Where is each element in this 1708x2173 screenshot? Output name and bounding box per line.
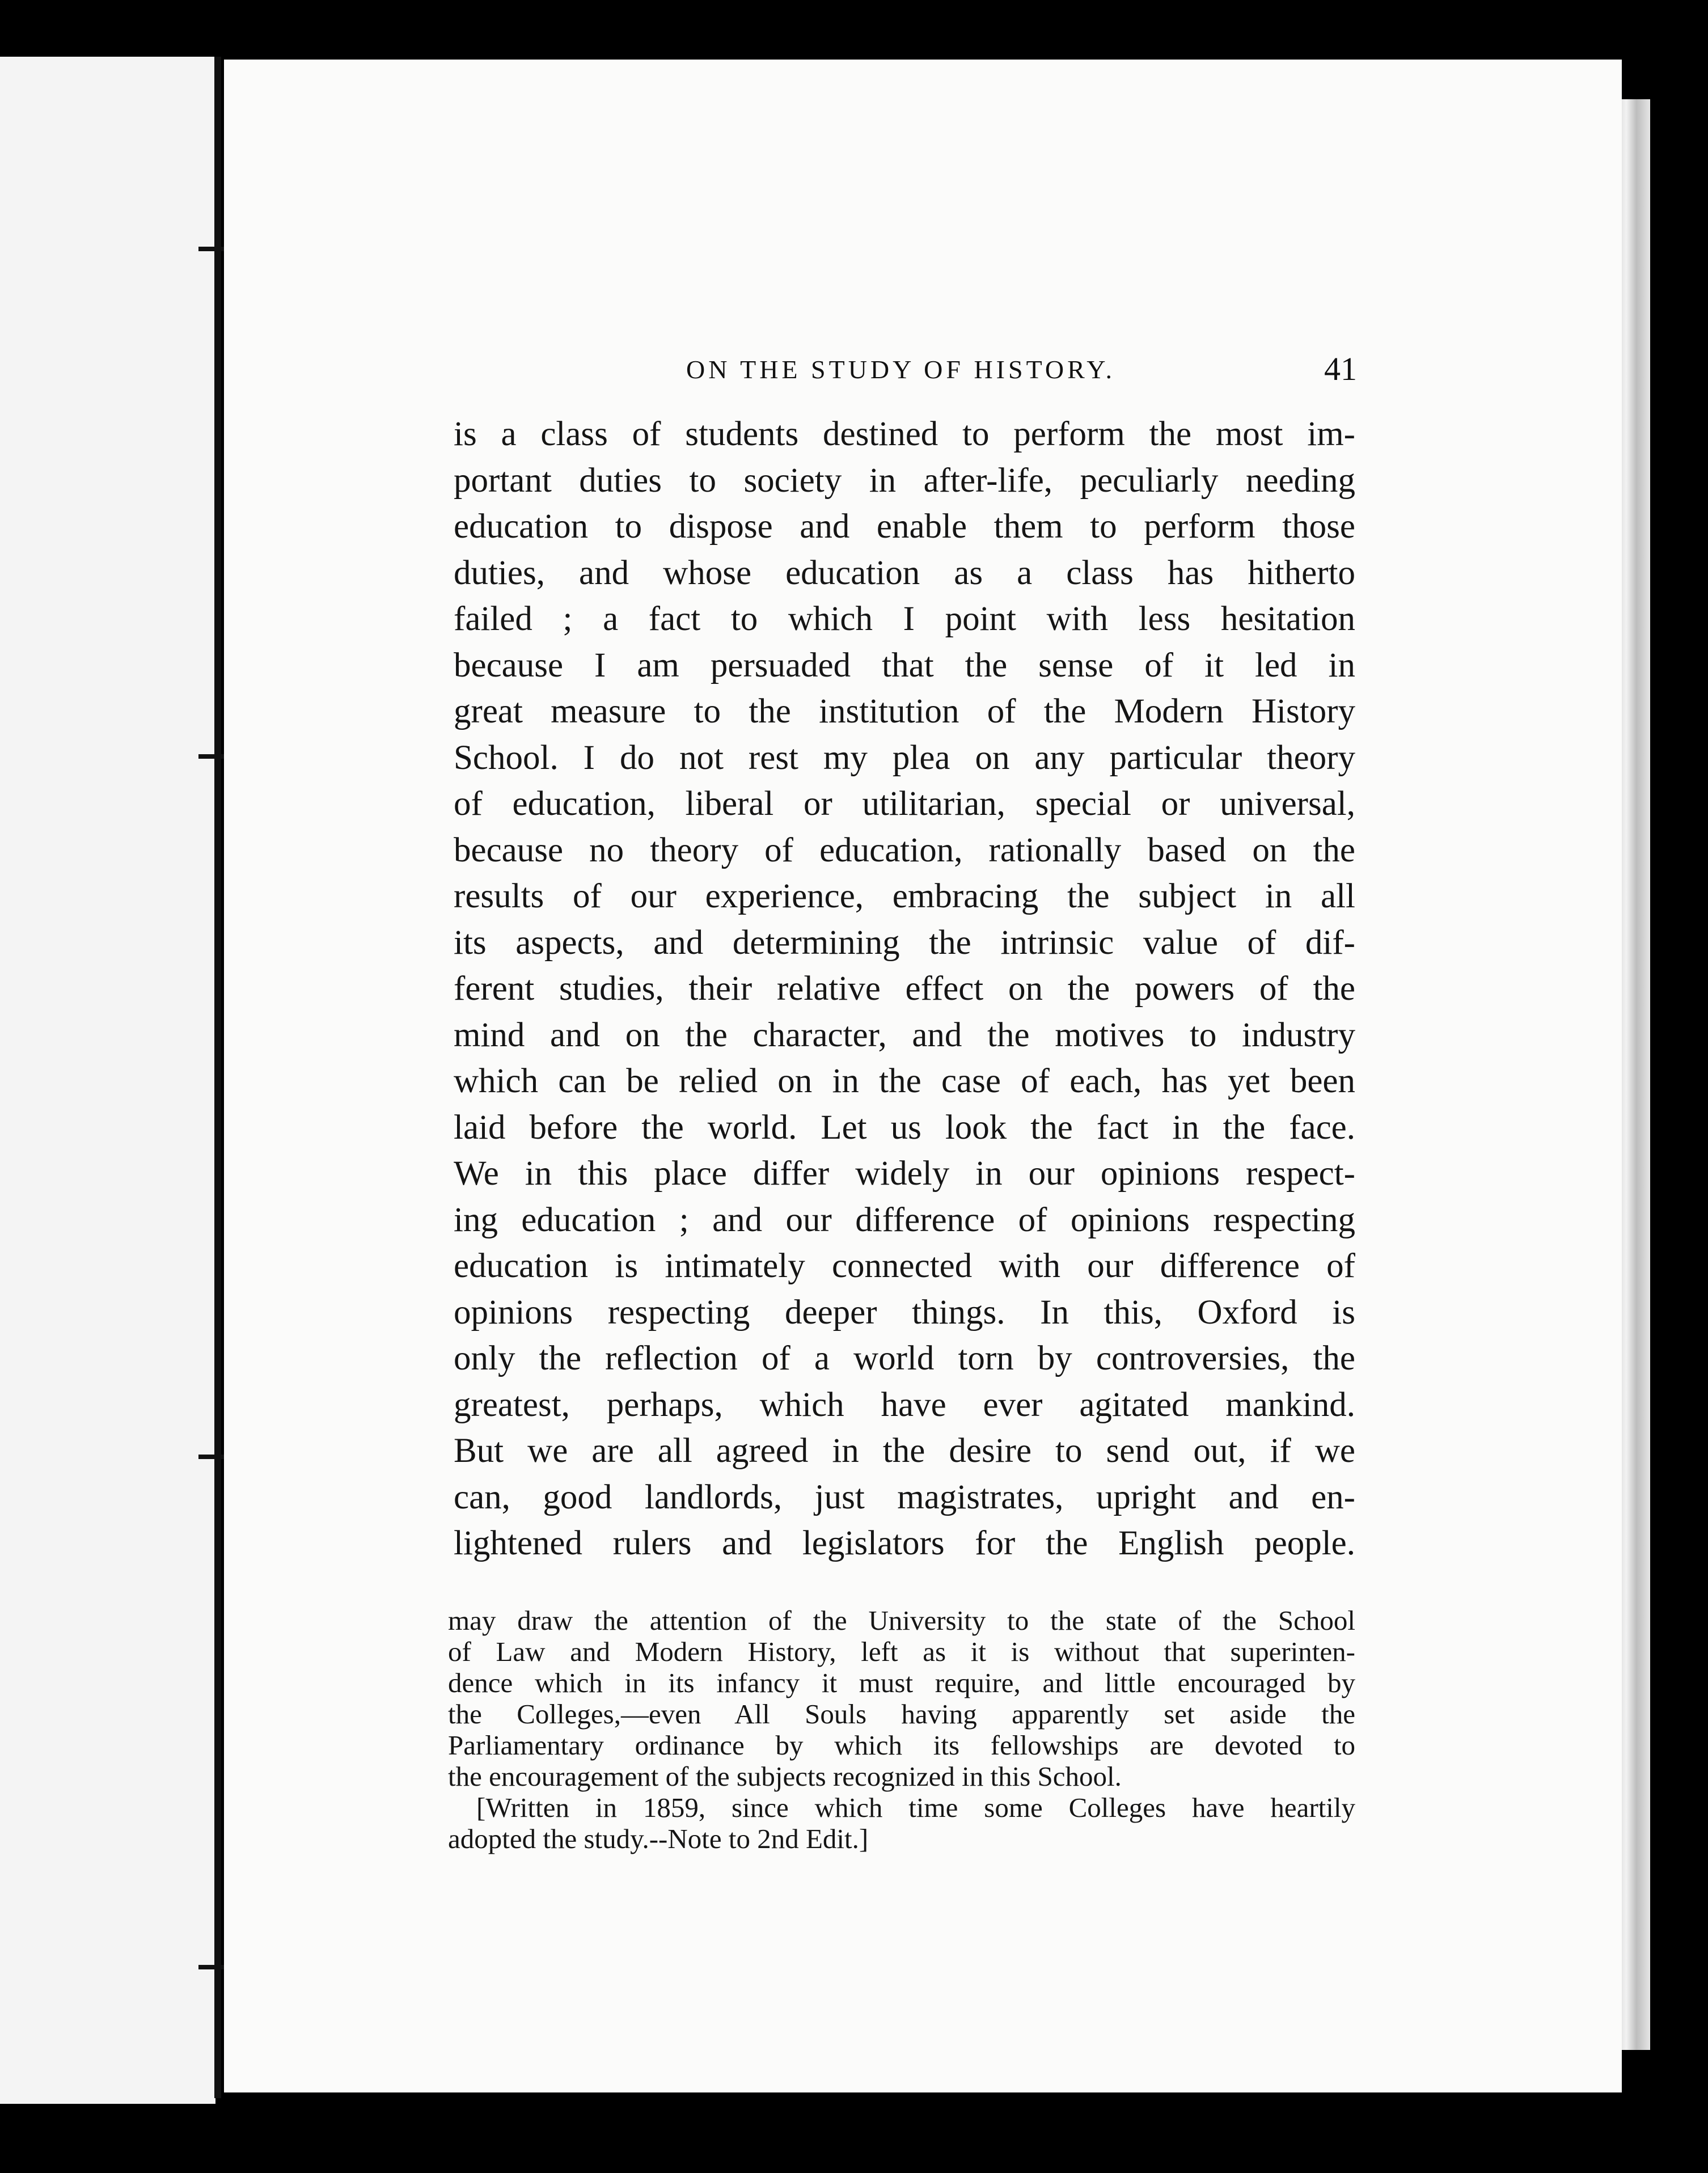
text-line: failed ; a fact to which I point with less hesitation bbox=[454, 600, 1355, 638]
text-line: lightened rulers and legislators for the English people. bbox=[454, 1524, 1355, 1562]
editor-note-line: [Written in 1859, since which time some Colleges have heartily bbox=[476, 1792, 1355, 1823]
text-line: ferent studies, their relative effect on the powers of the bbox=[454, 970, 1355, 1008]
text-line: can, good landlords, just magistrates, upright and en- bbox=[454, 1478, 1355, 1516]
text-line: because I am persuaded that the sense of it led in bbox=[454, 646, 1355, 684]
binding-spine bbox=[214, 57, 221, 2098]
text-line: only the reflection of a world torn by controversies, the bbox=[454, 1339, 1355, 1377]
text-line: greatest, perhaps, which have ever agitated mankind. bbox=[454, 1385, 1355, 1424]
running-title: ON THE STUDY OF HISTORY. bbox=[686, 355, 1116, 384]
page-number: 41 bbox=[1324, 350, 1357, 387]
previous-page-edge bbox=[0, 57, 215, 2104]
text-line: portant duties to society in after-life, peculiarly needing bbox=[454, 461, 1355, 500]
footnote-line: of Law and Modern History, left as it is without that superinten- bbox=[448, 1636, 1355, 1667]
text-line: School. I do not rest my plea on any particular theory bbox=[454, 738, 1355, 777]
footnote bbox=[448, 1605, 1355, 1854]
footnote-line: Parliamentary ordinance by which its fellowships are devoted to bbox=[448, 1730, 1355, 1761]
text-line: because no theory of education, rationally based on the bbox=[454, 831, 1355, 869]
book-page bbox=[224, 60, 1622, 2092]
text-line: We in this place differ widely in our opinions respect- bbox=[454, 1155, 1355, 1193]
editor-note-line: adopted the study.--Note to 2nd Edit.] bbox=[448, 1823, 869, 1854]
footnote-line: the Colleges,—even All Souls having apparently set aside the bbox=[448, 1698, 1355, 1730]
text-line: its aspects, and determining the intrinsic value of dif- bbox=[454, 923, 1355, 962]
text-line: laid before the world. Let us look the fact in the face. bbox=[454, 1108, 1355, 1147]
text-line: great measure to the institution of the Modern History bbox=[454, 692, 1355, 730]
body-text bbox=[454, 411, 1355, 1567]
text-line: is a class of students destined to perform the most im- bbox=[454, 415, 1355, 453]
text-line: education to dispose and enable them to perform those bbox=[454, 508, 1355, 546]
text-line: results of our experience, embracing the subject in all bbox=[454, 877, 1355, 915]
footnote-line: may draw the attention of the University to the state of the School bbox=[448, 1605, 1355, 1636]
text-line: mind and on the character, and the motives to industry bbox=[454, 1016, 1355, 1054]
text-line: duties, and whose education as a class has hitherto bbox=[454, 553, 1355, 592]
footnote-line: the encouragement of the subjects recognized in this School. bbox=[448, 1761, 1122, 1792]
text-line: education is intimately connected with our difference of bbox=[454, 1247, 1355, 1285]
footnote-line: dence which in its infancy it must require, and little encouraged by bbox=[448, 1667, 1355, 1698]
text-line: But we are all agreed in the desire to send out, if we bbox=[454, 1432, 1355, 1470]
text-line: opinions respecting deeper things. In this, Oxford is bbox=[454, 1293, 1355, 1331]
running-head bbox=[224, 350, 1622, 411]
text-line: of education, liberal or utilitarian, special or universal, bbox=[454, 785, 1355, 823]
text-line: ing education ; and our difference of opinions respecting bbox=[454, 1200, 1355, 1239]
text-line: which can be relied on in the case of each, has yet been bbox=[454, 1062, 1355, 1100]
